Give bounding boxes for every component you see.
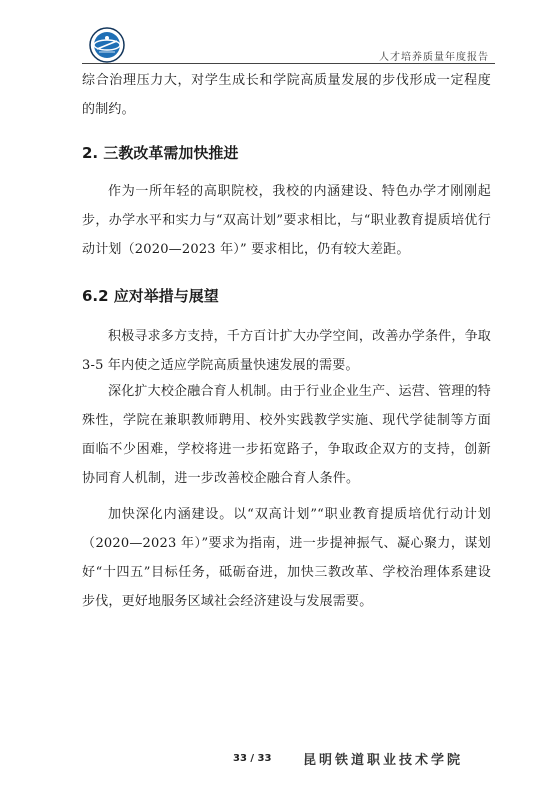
school-emblem-icon: [89, 27, 125, 63]
header-divider: [82, 63, 495, 64]
section-heading-three-teaching-reform: 2. 三教改革需加快推进: [82, 144, 239, 162]
page-number: 33 / 33: [233, 753, 272, 764]
paragraph-development-gap: 作为一所年轻的高职院校，我校的内涵建设、特色办学才刚刚起步，办学水平和实力与“双高计划”要求相比，与“职业教育提质培优行动计划（2020—2023 年）” 要求相比，仍有较大差距。: [82, 184, 491, 257]
paragraph-expand-space: 积极寻求多方支持，千方百计扩大办学空间，改善办学条件，争取 3-5 年内使之适应学院高质量快速发展的需要。: [82, 329, 491, 373]
paragraph-continued: 综合治理压力大，对学生成长和学院高质量发展的步伐形成一定程度的制约。: [82, 73, 491, 117]
school-name-footer: 昆明铁道职业技术学院: [303, 753, 464, 768]
report-header-title: 人才培养质量年度报告: [379, 52, 489, 63]
section-heading-measures-outlook: 6.2 应对举措与展望: [82, 287, 219, 305]
paragraph-school-enterprise: 深化扩大校企融合育人机制。由于行业企业生产、运营、管理的特殊性，学院在兼职教师聘用、校外实践教学实施、现代学徒制等方面面临不少困难，学校将进一步拓宽路子，争取政企双方的支持，创新协同育人机制，进一步改善校企融合育人条件。: [82, 384, 491, 486]
paragraph-connotation-building: 加快深化内涵建设。以“双高计划”“职业教育提质培优行动计划（2020—2023 年）”要求为指南，进一步提神振气、凝心聚力，谋划好“十四五”目标任务，砥砺奋进，加快三教改革、学校治理体系建设步伐，更好地服务区域社会经济建设与发展需要。: [82, 507, 491, 609]
